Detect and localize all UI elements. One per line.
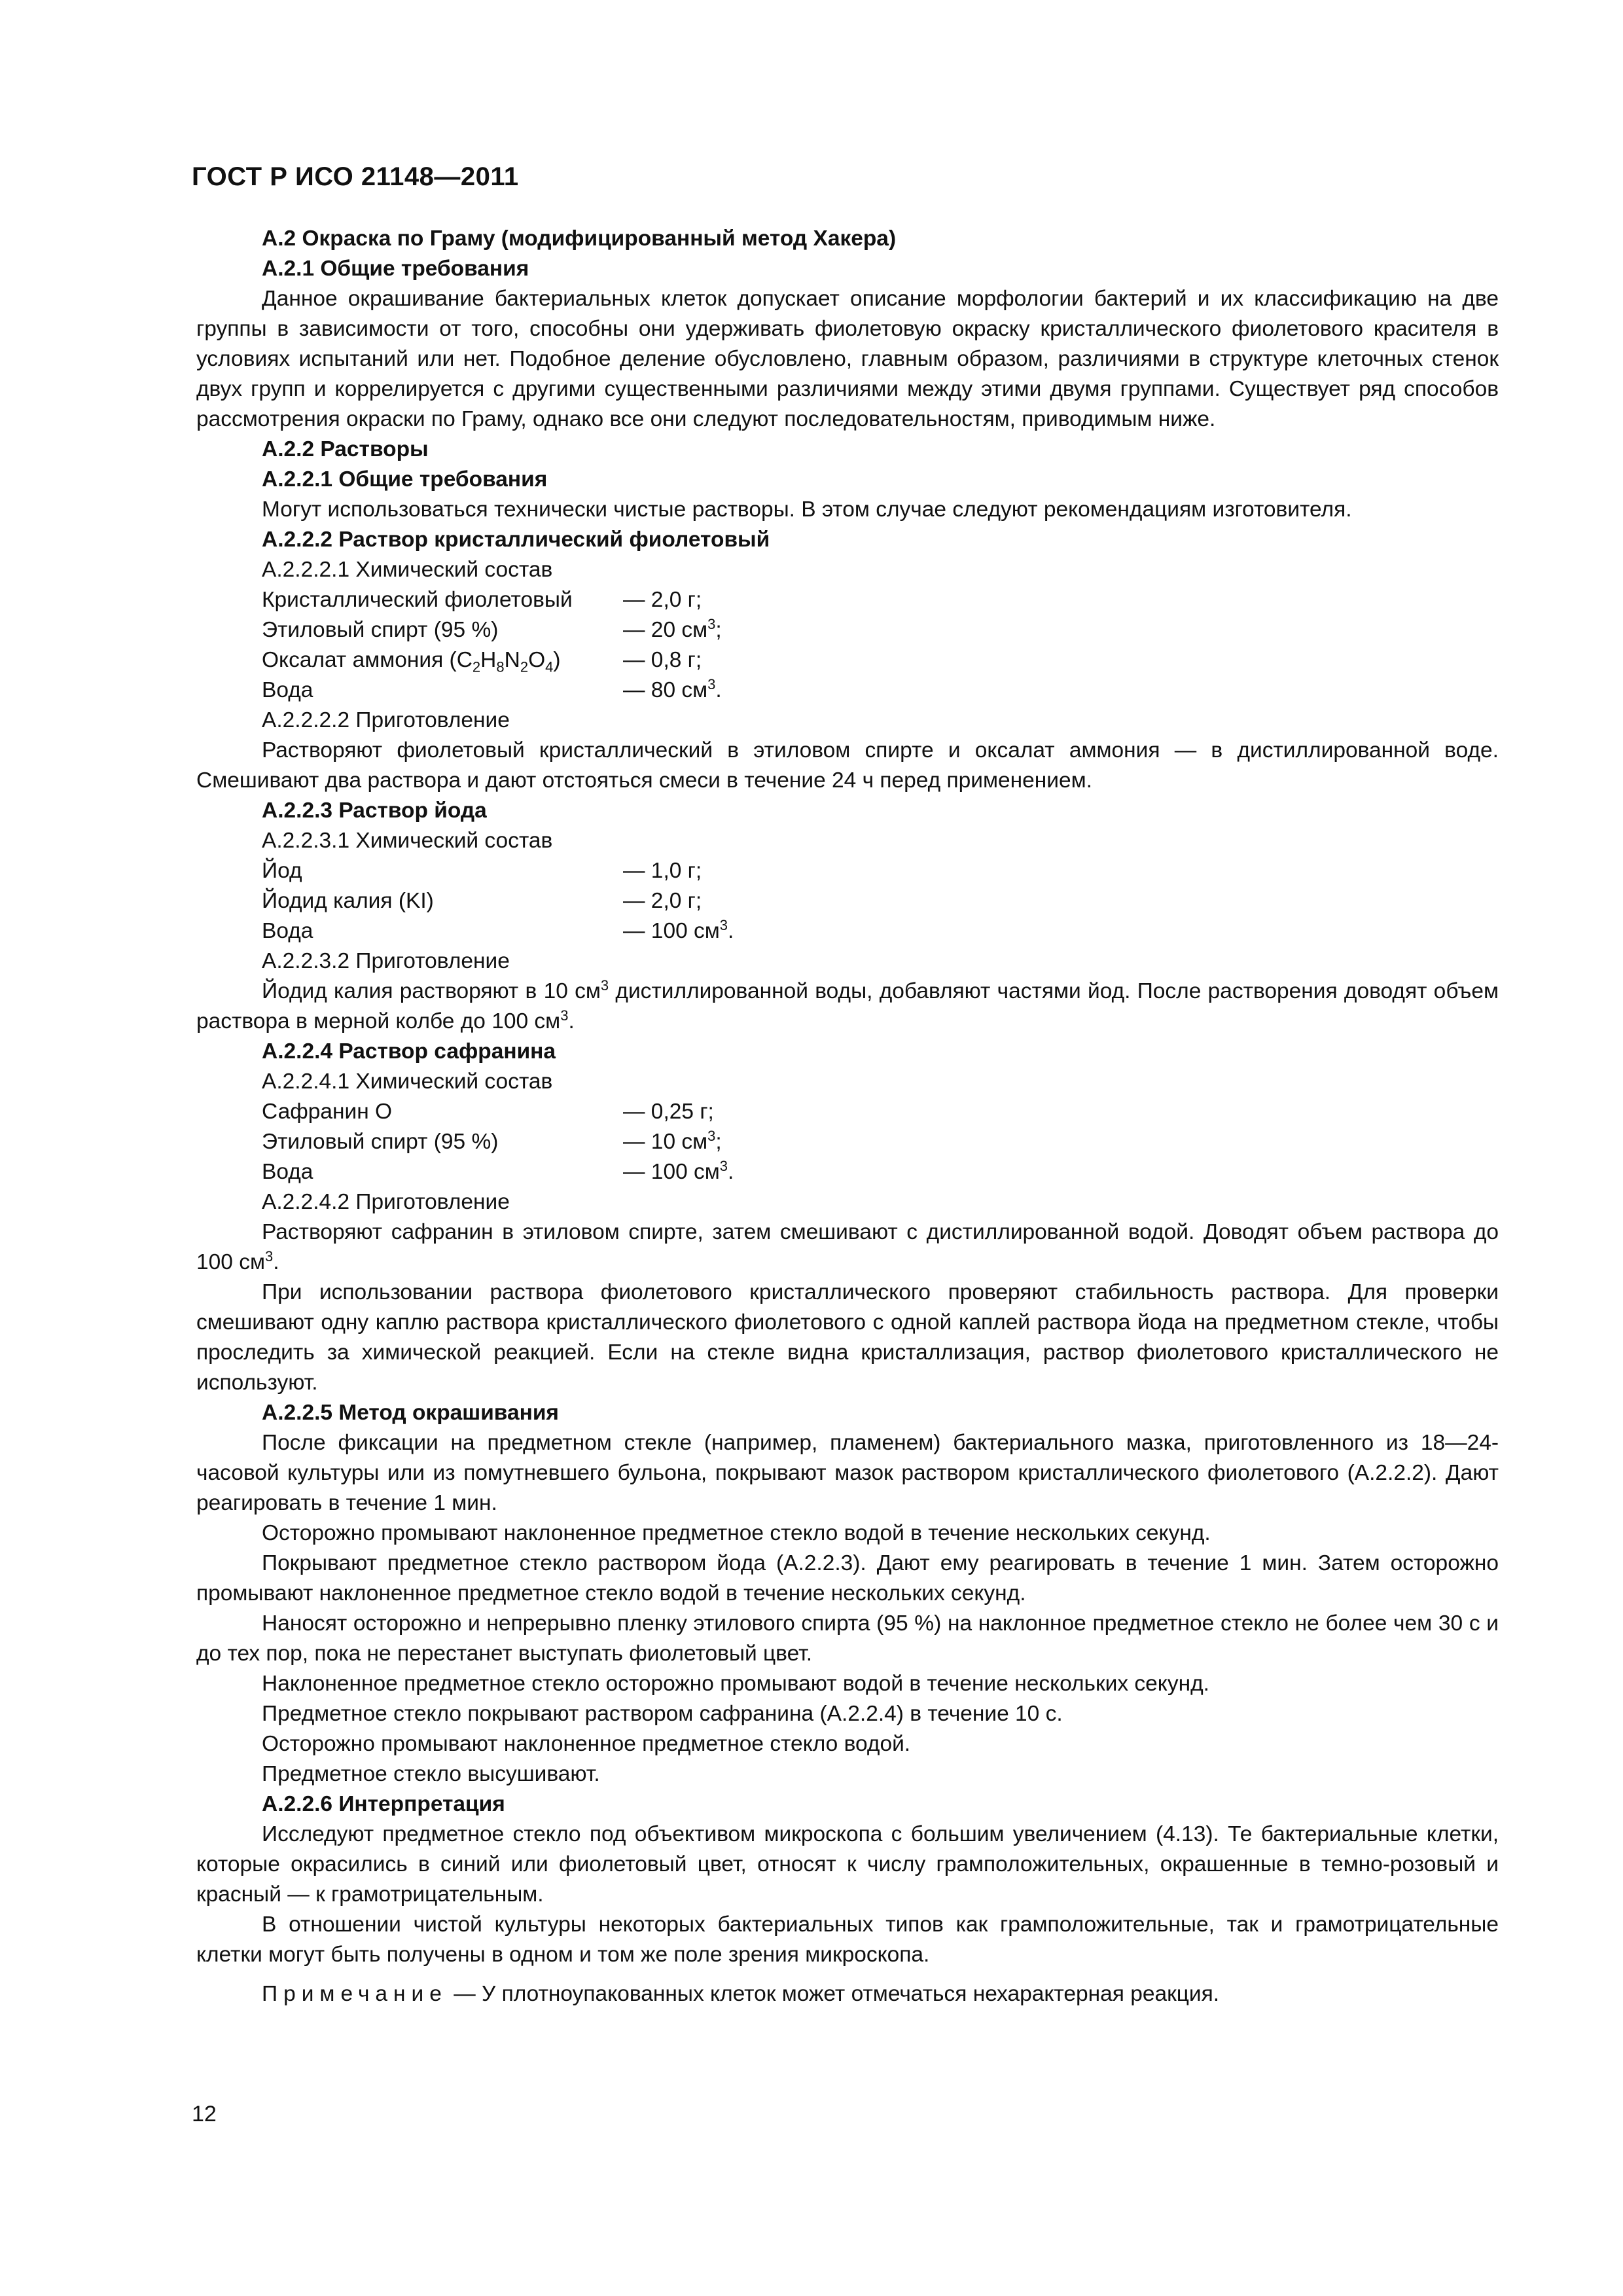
- component-name: Кристаллический фиолетовый: [262, 588, 573, 612]
- page-number: 12: [192, 2102, 217, 2126]
- paragraph: После фиксации на предметном стекле (например, пламенем) бактериального мазка, приготовленного из 18—24-часовой культуры или из помутневшего бульона, покрывают мазок раствором кристаллического фиолетового (А.2.2.2). Дают реагировать в течение 1 мин.: [196, 1431, 1499, 1515]
- paragraph: Могут использоваться технически чистые растворы. В этом случае следуют рекомендациям изготовителя.: [262, 497, 1352, 522]
- paragraph: Растворяют сафранин в этиловом спирте, затем смешивают с дистиллированной водой. Доводят объем раствора до 100 $см^3$.: [196, 1220, 1499, 1274]
- component-name: Йодид калия (KI): [262, 889, 434, 913]
- subsection-label: А.2.2.4.2 Приготовление: [262, 1190, 510, 1214]
- section-heading: А.2.2.2 Раствор кристаллический фиолетовый: [262, 528, 770, 552]
- paragraph: Осторожно промывают наклоненное предметное стекло водой в течение нескольких секунд.: [262, 1521, 1211, 1545]
- component-name: Сафранин О: [262, 1100, 393, 1124]
- section-heading: А.2.2.4 Раствор сафранина: [262, 1039, 556, 1064]
- note-label: Примечание: [262, 1982, 448, 2006]
- component-amount: — 0,8 г;: [623, 648, 702, 672]
- subsection-label: А.2.2.3.1 Химический состав: [262, 829, 553, 853]
- composition-row: [196, 585, 1499, 615]
- composition-row: [196, 886, 1499, 916]
- paragraph: Наклоненное предметное стекло осторожно промывают водой в течение нескольких секунд.: [262, 1672, 1209, 1696]
- subsection-label: А.2.2.2.2 Приготовление: [262, 708, 510, 732]
- composition-list-safranin: [196, 1097, 1499, 1187]
- paragraph: Растворяют фиолетовый кристаллический в этиловом спирте и оксалат аммония — в дистиллированной воде. Смешивают два раствора и дают отстояться смеси в течение 24 ч перед применением.: [196, 738, 1499, 793]
- note-text: — У плотноупакованных клеток может отмечаться нехарактерная реакция.: [447, 1982, 1220, 2006]
- component-name: Вода: [262, 1160, 313, 1184]
- subsection-label: А.2.2.2.1 Химический состав: [262, 558, 553, 582]
- section-heading: А.2.2 Растворы: [262, 437, 429, 461]
- paragraph: Осторожно промывают наклоненное предметное стекло водой.: [262, 1732, 911, 1756]
- document-body: [196, 224, 1499, 2009]
- section-heading: А.2.1 Общие требования: [262, 257, 529, 281]
- component-amount: — 2,0 г;: [623, 889, 702, 913]
- composition-row: [196, 1127, 1499, 1157]
- paragraph: При использовании раствора фиолетового кристаллического проверяют стабильность раствора. Для проверки смешивают одну каплю раствора кристаллического фиолетового с одной каплей раствора йода на предметном стекле, чтобы проследить за химической реакцией. Если на стекле видна кристаллизация, раствор фиолетового кристаллического не используют.: [196, 1280, 1499, 1395]
- composition-row: [196, 645, 1499, 675]
- component-name: Йод: [262, 859, 302, 883]
- component-name: Этиловый спирт (95 %): [262, 1130, 499, 1154]
- paragraph: Покрывают предметное стекло раствором йода (А.2.2.3). Дают ему реагировать в течение 1 мин. Затем осторожно промывают наклоненное предметное стекло водой в течение нескольких секунд.: [196, 1551, 1499, 1605]
- component-amount: — 20 $см^3$;: [623, 615, 722, 642]
- paragraph: Наносят осторожно и непрерывно пленку этилового спирта (95 %) на наклонное предметное стекло не более чем 30 с и до тех пор, пока не перестанет выступать фиолетовый цвет.: [196, 1611, 1499, 1666]
- component-name: Этиловый спирт (95 %): [262, 618, 499, 642]
- section-heading: А.2.2.3 Раствор йода: [262, 798, 487, 823]
- component-amount: — 1,0 г;: [623, 859, 702, 883]
- paragraph: В отношении чистой культуры некоторых бактериальных типов как грамположительные, так и грамотрицательные клетки могут быть получены в одном и том же поле зрения микроскопа.: [196, 1912, 1499, 1967]
- paragraph: Исследуют предметное стекло под объективом микроскопа с большим увеличением (4.13). Те бактериальные клетки, которые окрасились в синий или фиолетовый цвет, относят к числу грамположительных, окрашенные в темно-розовый и красный — к грамотрицательным.: [196, 1822, 1499, 1907]
- component-amount: — 10 $см^3$;: [623, 1127, 722, 1154]
- section-heading: А.2.2.6 Интерпретация: [262, 1792, 505, 1816]
- composition-row: [196, 916, 1499, 946]
- component-name: Вода: [262, 678, 313, 702]
- subsection-label: А.2.2.3.2 Приготовление: [262, 949, 510, 973]
- component-amount: — 0,25 г;: [623, 1100, 714, 1124]
- page-header: ГОСТ Р ИСО 21148—2011: [192, 162, 519, 191]
- paragraph: Йодид калия растворяют в 10 $см^3$ дистиллированной воды, добавляют частями йод. После растворения доводят объем раствора в мерной колбе до 100 $см^3$.: [196, 977, 1499, 1033]
- note: [196, 1979, 1499, 2009]
- composition-row: [196, 1097, 1499, 1127]
- composition-list-iodine: [196, 856, 1499, 946]
- paragraph: Предметное стекло высушивают.: [262, 1762, 600, 1786]
- paragraph: Предметное стекло покрывают раствором сафранина (А.2.2.4) в течение 10 с.: [262, 1702, 1063, 1726]
- component-name: Оксалат аммония $(C_2H_8N_2O_4)$: [262, 648, 561, 675]
- composition-row: [196, 1157, 1499, 1187]
- section-heading: А.2.2.5 Метод окрашивания: [262, 1401, 559, 1425]
- component-amount: — 100 $см^3$.: [623, 916, 734, 943]
- composition-row: [196, 675, 1499, 706]
- component-amount: — 100 $см^3$.: [623, 1157, 734, 1184]
- subsection-label: А.2.2.4.1 Химический состав: [262, 1069, 553, 1094]
- composition-row: [196, 615, 1499, 645]
- composition-list-crystal-violet: [196, 585, 1499, 706]
- component-amount: — 80 $см^3$.: [623, 675, 722, 702]
- component-amount: — 2,0 г;: [623, 588, 702, 612]
- section-heading: А.2 Окраска по Граму (модифицированный метод Хакера): [262, 226, 897, 251]
- composition-row: [196, 856, 1499, 886]
- component-name: Вода: [262, 919, 313, 943]
- section-heading: А.2.2.1 Общие требования: [262, 467, 548, 492]
- paragraph: Данное окрашивание бактериальных клеток допускает описание морфологии бактерий и их классификацию на две группы в зависимости от того, способны они удерживать фиолетовую окраску кристаллического фиолетового красителя в условиях испытаний или нет. Подобное деление обусловлено, главным образом, различиями в структуре клеточных стенок двух групп и коррелируется с другими существенными различиями между этими двумя группами. Существует ряд способов рассмотрения окраски по Граму, однако все они следуют последовательностям, приводимым ниже.: [196, 287, 1499, 431]
